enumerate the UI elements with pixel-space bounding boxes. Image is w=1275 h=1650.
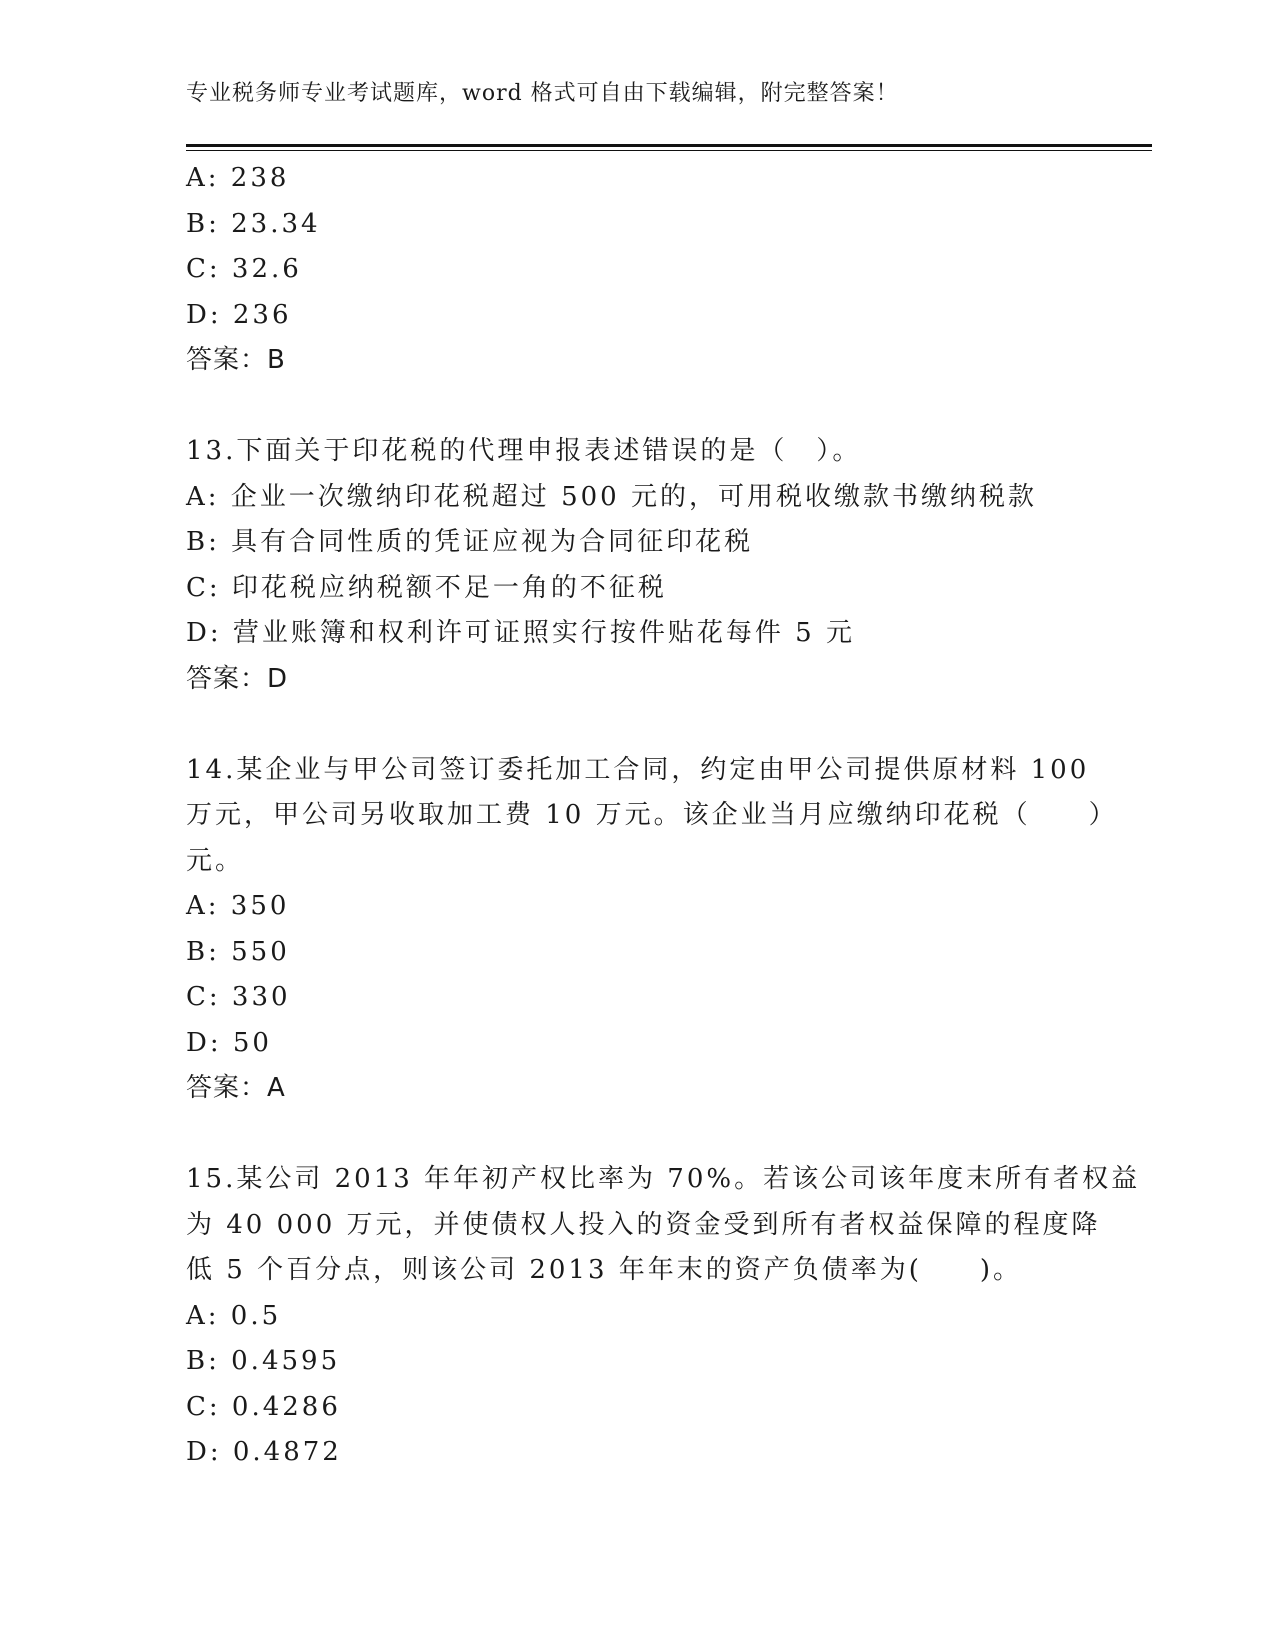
option-a: A: 0.5 xyxy=(186,1300,282,1331)
option-b: B: 23.34 xyxy=(186,208,321,239)
question-14 xyxy=(186,748,1118,1112)
question-stem: 13.下面关于印花税的代理申报表述错误的是（ ）。 xyxy=(186,436,862,466)
question-stem-line-2: 为 40 000 万元，并使债权人投入的资金受到所有者权益保障的程度降 xyxy=(186,1209,1101,1240)
option-b: B: 0.4595 xyxy=(186,1346,341,1376)
question-stem-line-1: 14.某企业与甲公司签订委托加工合同，约定由甲公司提供原材料 100 xyxy=(186,754,1090,785)
option-c: C: 0.4286 xyxy=(186,1391,341,1422)
question-stem-line-1: 15.某公司 2013 年年初产权比率为 70%。若该公司该年度末所有者权益 xyxy=(186,1164,1141,1194)
header-rule-thick xyxy=(186,144,1152,147)
header-rule-thin xyxy=(186,150,1152,151)
question-13 xyxy=(186,429,1086,702)
option-d: D: 236 xyxy=(186,299,292,330)
spacer xyxy=(186,384,1086,430)
spacer xyxy=(186,702,1086,748)
question-stem-line-3: 低 5 个百分点，则该公司 2013 年年末的资产负债率为( )。 xyxy=(186,1255,1023,1285)
question-12 xyxy=(186,156,1086,384)
option-d: D: 50 xyxy=(186,1027,272,1058)
answer: 答案：A xyxy=(186,1073,286,1103)
question-15 xyxy=(186,1157,1141,1476)
option-a: A: 350 xyxy=(186,891,290,921)
option-c: C: 印花税应纳税额不足一角的不征税 xyxy=(186,572,667,603)
option-d: D: 营业账簿和权利许可证照实行按件贴花每件 5 元 xyxy=(186,618,855,648)
question-content xyxy=(186,156,1141,1476)
option-c: C: 32.6 xyxy=(186,254,302,284)
page-header: 专业税务师专业考试题库，word 格式可自由下载编辑，附完整答案！ xyxy=(186,81,899,106)
spacer xyxy=(186,1112,1086,1158)
option-b: B: 550 xyxy=(186,936,290,967)
option-a: A: 238 xyxy=(186,163,290,193)
question-stem-line-3: 元。 xyxy=(186,845,245,876)
option-b: B: 具有合同性质的凭证应视为合同征印花税 xyxy=(186,527,754,557)
question-stem-line-2: 万元，甲公司另收取加工费 10 万元。该企业当月应缴纳印花税（ ） xyxy=(186,800,1118,830)
option-d: D: 0.4872 xyxy=(186,1437,342,1467)
option-c: C: 330 xyxy=(186,982,291,1012)
answer: 答案：B xyxy=(186,345,286,375)
answer: 答案：D xyxy=(186,663,289,694)
option-a: A: 企业一次缴纳印花税超过 500 元的，可用税收缴款书缴纳税款 xyxy=(186,481,1037,512)
